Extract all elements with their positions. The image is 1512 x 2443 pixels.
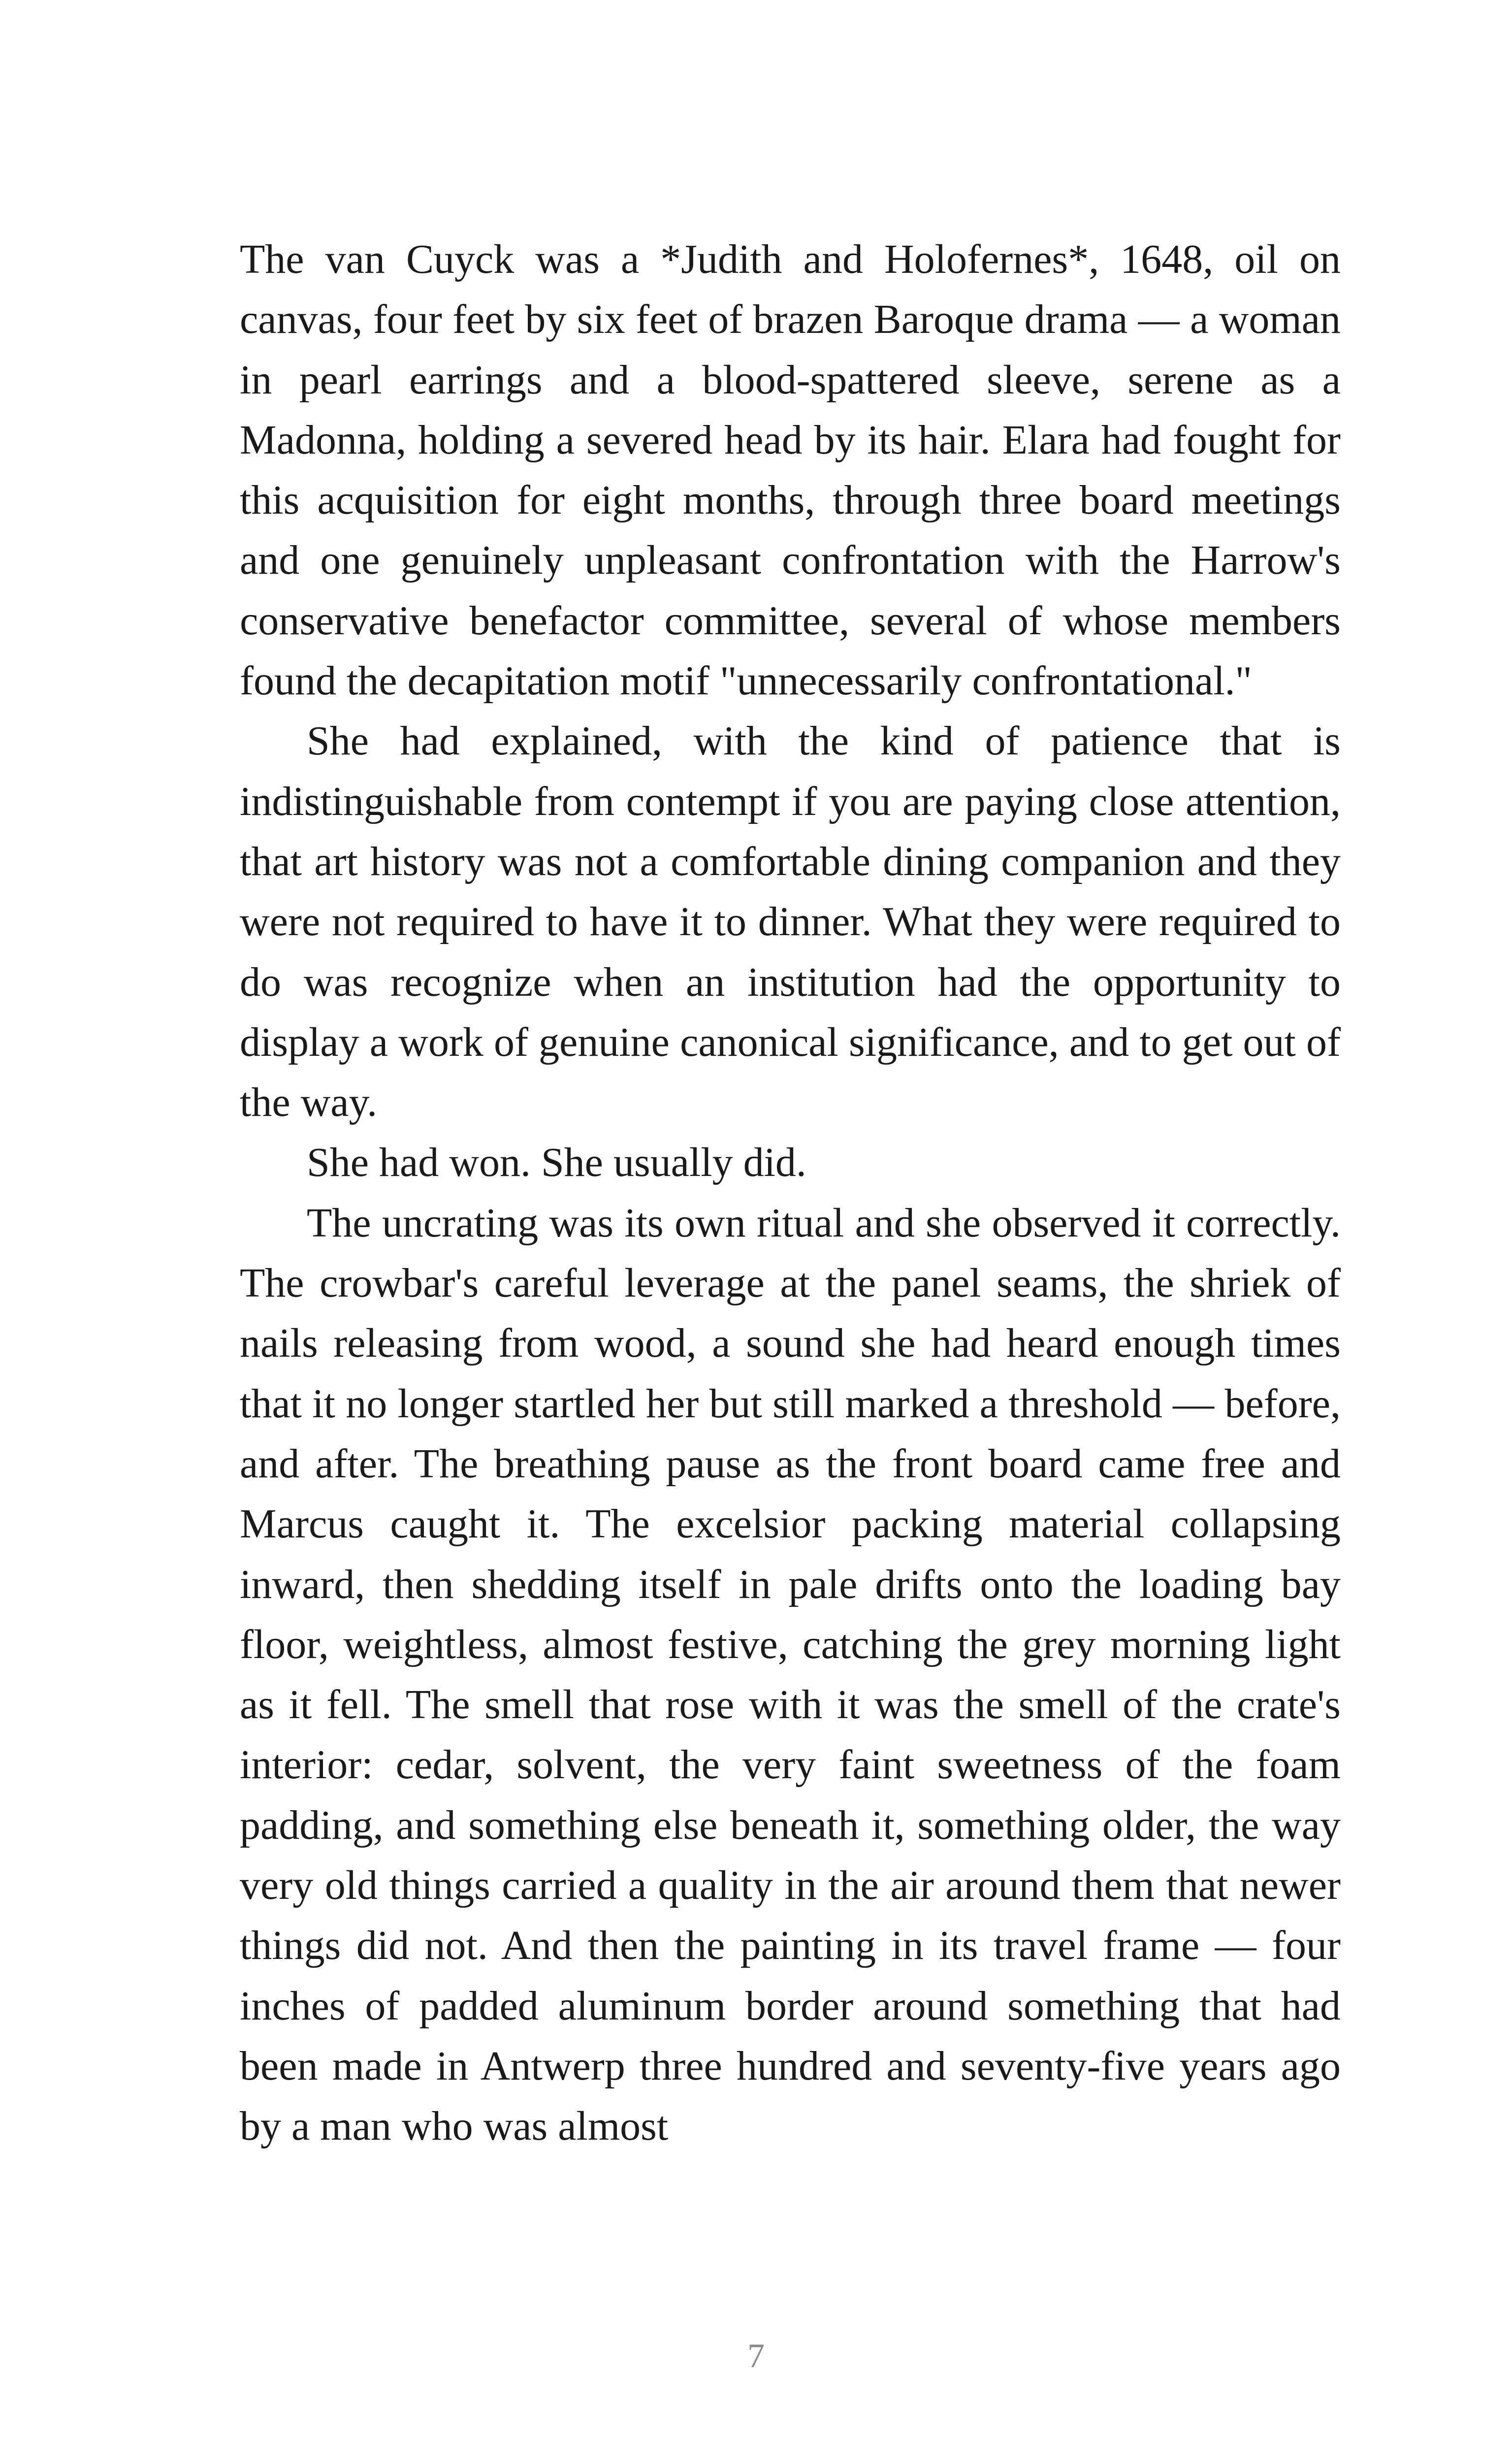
body-text [240, 229, 1341, 2157]
paragraph-2: She had explained, with the kind of patience that is indistinguishable from contempt if you are paying close attention, that art history was not a comfortable dining companion and they were not required to have it to dinner. What they were required to do was recognize when an institution had the opportunity to display a work of genuine canonical significance, and to get out of the way. [240, 718, 1341, 1126]
paragraph-4: The uncrating was its own ritual and she observed it correctly. The crowbar's careful leverage at the panel seams, the shriek of nails releasing from wood, a sound she had heard enough times that it no longer startled her but still marked a threshold — before, and after. The breathing pause as the front board came free and Marcus caught it. The excelsior packing material collapsing inward, then shedding itself in pale drifts onto the loading bay floor, weightless, almost festive, catching the grey morning light as it fell. The smell that rose with it was the smell of the crate's interior: cedar, solvent, the very faint sweetness of the foam padding, and something else beneath it, something older, the way very old things carried a quality in the air around them that newer things did not. And then the painting in its travel frame — four inches of padded aluminum border around something that had been made in Antwerp three hundred and seventy-five years ago by a man who was almost [240, 1200, 1341, 2150]
paragraph-3: She had won. She usually did. [307, 1140, 806, 1186]
paragraph-1: The van Cuyck was a *Judith and Holofernes*, 1648, oil on canvas, four feet by six feet of brazen Baroque drama — a woman in pearl earrings and a blood-spattered sleeve, serene as a Madonna, holding a severed head by its hair. Elara had fought for this acquisition for eight months, through three board meetings and one genuinely unpleasant confrontation with the Harrow's conservative benefactor committee, several of whose members found the decapitation motif "unnecessarily confrontational." [240, 236, 1341, 704]
page-number: 7 [747, 2337, 765, 2375]
